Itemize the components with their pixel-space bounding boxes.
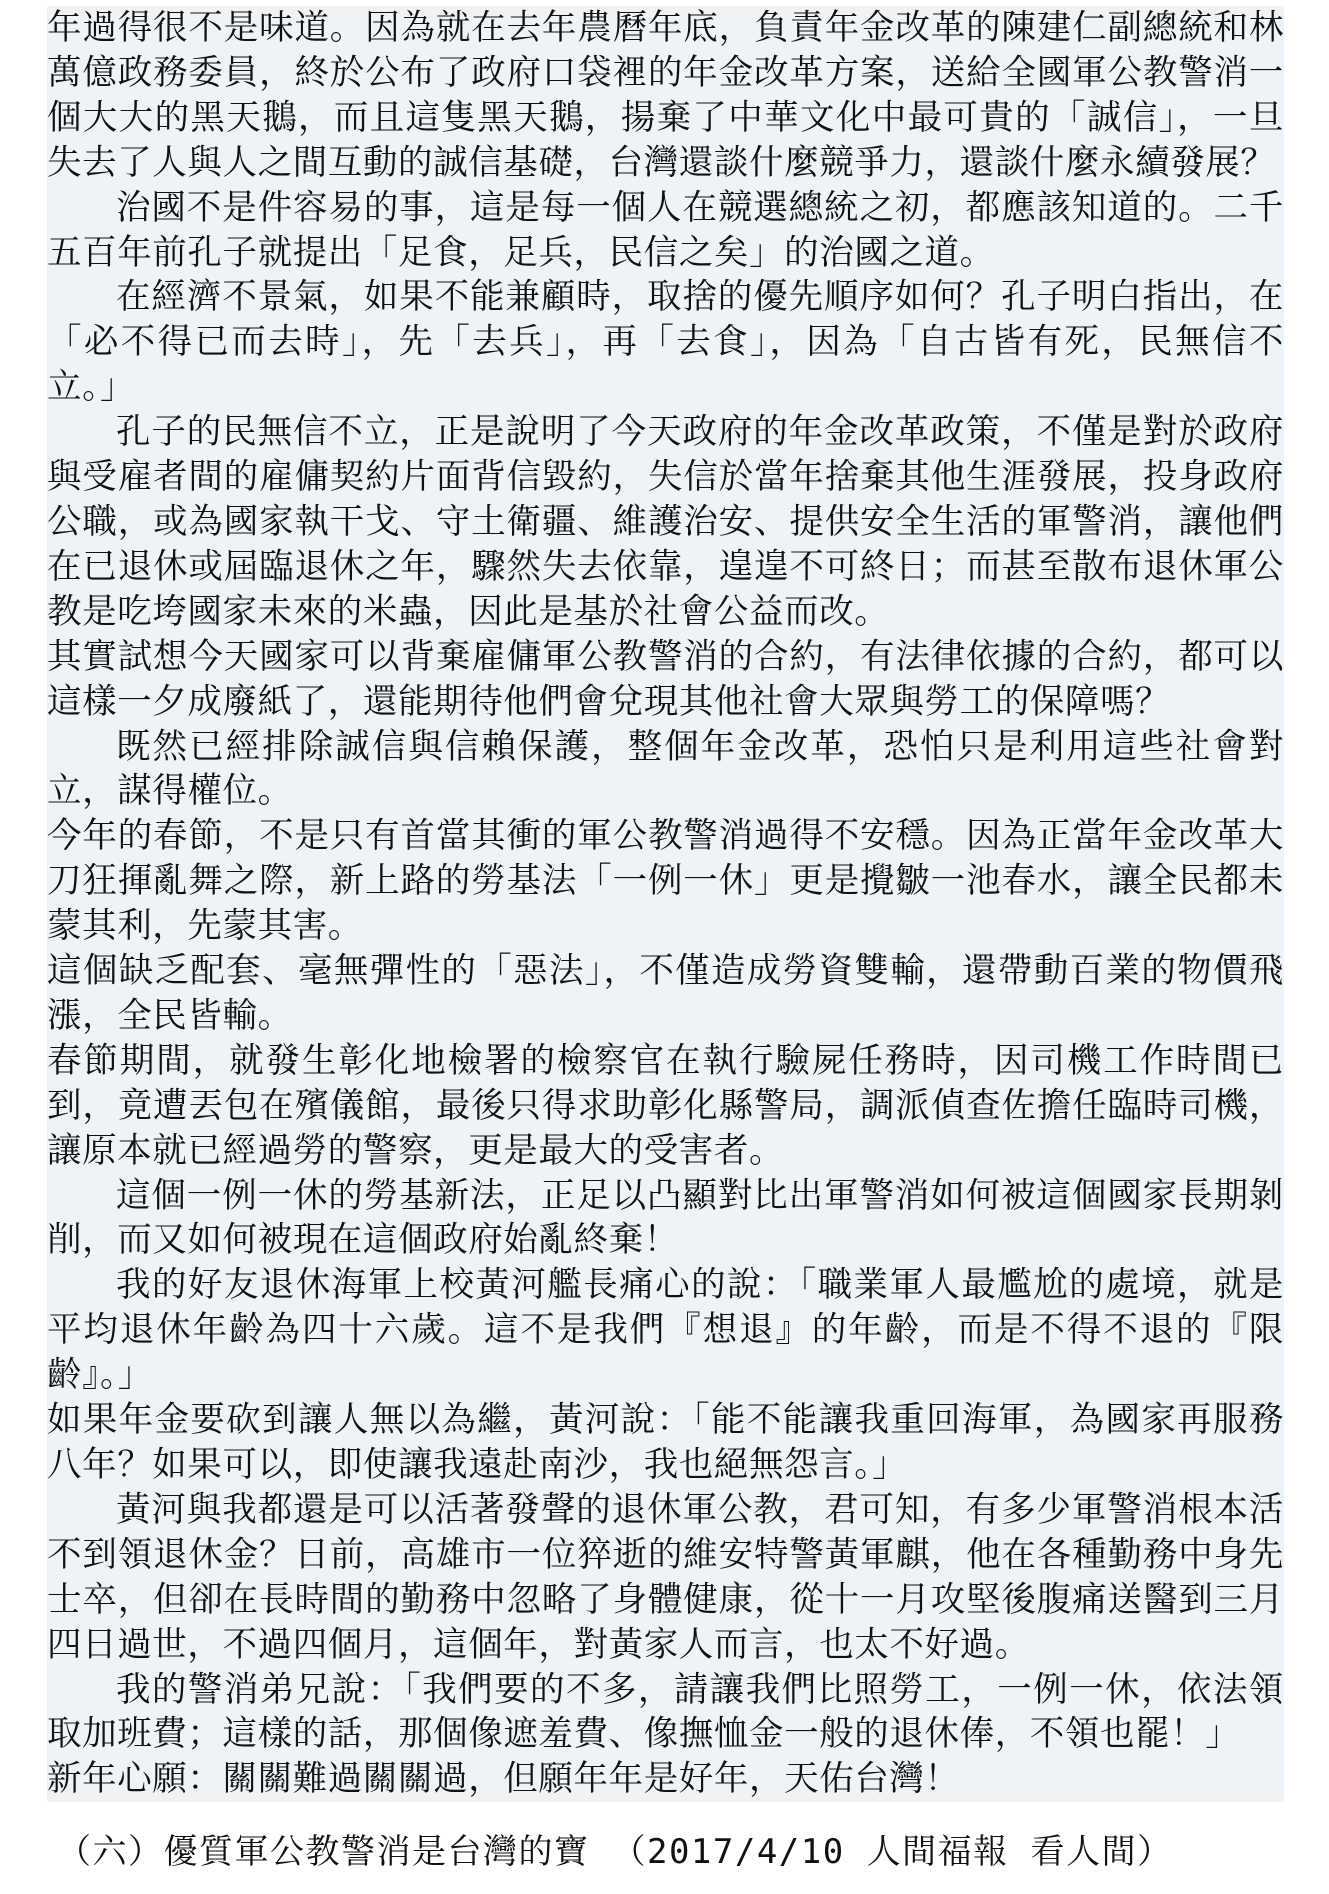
paragraph: 今年的春節，不是只有首當其衝的軍公教警消過得不安穩。因為正當年金改革大刀狂揮亂舞之際，新上路的勞基法「一例一休」更是攪皺一池春水，讓全民都未蒙其利，先蒙其害。 bbox=[47, 814, 1284, 949]
paragraph: 春節期間，就發生彰化地檢署的檢察官在執行驗屍任務時，因司機工作時間已到，竟遭丟包在殯儀館，最後只得求助彰化縣警局，調派偵查佐擔任臨時司機，讓原本就已經過勞的警察，更是最大的受害者。 bbox=[47, 1039, 1284, 1174]
paragraph: 年過得很不是味道。因為就在去年農曆年底，負責年金改革的陳建仁副總統和林萬億政務委員，終於公布了政府口袋裡的年金改革方案，送給全國軍公教警消一個大大的黑天鵝，而且這隻黑天鵝，揚棄了中華文化中最可貴的「誠信」，一旦失去了人與人之間互動的誠信基礎，台灣還談什麼競爭力，還談什麼永續發展？ bbox=[47, 6, 1284, 186]
next-article-heading: （六）優質軍公教警消是台灣的寶 （2017/4/10 人間福報 看人間） bbox=[47, 1829, 1284, 1875]
paragraph: 如果年金要砍到讓人無以為繼，黃河說：「能不能讓我重回海軍，為國家再服務八年？如果可以，即使讓我遠赴南沙，我也絕無怨言。」 bbox=[47, 1398, 1284, 1488]
paragraph: 在經濟不景氣，如果不能兼顧時，取捨的優先順序如何？孔子明白指出，在「必不得已而去時」，先「去兵」，再「去食」，因為「自古皆有死，民無信不立。」 bbox=[47, 275, 1284, 410]
paragraph: 黃河與我都還是可以活著發聲的退休軍公教，君可知，有多少軍警消根本活不到領退休金？日前，高雄市一位猝逝的維安特警黃軍麒，他在各種勤務中身先士卒，但卻在長時間的勤務中忽略了身體健康，從十一月攻堅後腹痛送醫到三月四日過世，不過四個月，這個年，對黃家人而言，也太不好過。 bbox=[47, 1488, 1284, 1668]
paragraph: 孔子的民無信不立，正是說明了今天政府的年金改革政策，不僅是對於政府與受雇者間的雇傭契約片面背信毀約，失信於當年捨棄其他生涯發展，投身政府公職，或為國家執干戈、守土衛疆、維護治安、提供安全生活的軍警消，讓他們在已退休或屆臨退休之年，驟然失去依靠，遑遑不可終日；而甚至散布退休軍公教是吃垮國家未來的米蟲，因此是基於社會公益而改。 bbox=[47, 410, 1284, 635]
paragraph: 我的好友退休海軍上校黃河艦長痛心的說：「職業軍人最尷尬的處境，就是平均退休年齡為四十六歲。這不是我們『想退』的年齡，而是不得不退的『限齡』。」 bbox=[47, 1263, 1284, 1398]
document-page bbox=[47, 6, 1284, 1875]
paragraph: 我的警消弟兄說：「我們要的不多，請讓我們比照勞工，一例一休，依法領取加班費；這樣的話，那個像遮羞費、像撫恤金一般的退休俸，不領也罷！」 bbox=[47, 1668, 1284, 1758]
paragraph: 這個一例一休的勞基新法，正足以凸顯對比出軍警消如何被這個國家長期剝削，而又如何被現在這個政府始亂終棄！ bbox=[47, 1174, 1284, 1264]
paragraph: 這個缺乏配套、毫無彈性的「惡法」，不僅造成勞資雙輸，還帶動百業的物價飛漲，全民皆輸。 bbox=[47, 949, 1284, 1039]
paragraph: 其實試想今天國家可以背棄雇傭軍公教警消的合約，有法律依據的合約，都可以這樣一夕成廢紙了，還能期待他們會兌現其他社會大眾與勞工的保障嗎？ bbox=[47, 635, 1284, 725]
paragraph: 既然已經排除誠信與信賴保護，整個年金改革，恐怕只是利用這些社會對立，謀得權位。 bbox=[47, 725, 1284, 815]
article-body bbox=[47, 6, 1284, 1802]
paragraph: 新年心願：關關難過關關過，但願年年是好年，天佑台灣！ bbox=[47, 1757, 1284, 1802]
paragraph: 治國不是件容易的事，這是每一個人在競選總統之初，都應該知道的。二千五百年前孔子就提出「足食，足兵，民信之矣」的治國之道。 bbox=[47, 186, 1284, 276]
